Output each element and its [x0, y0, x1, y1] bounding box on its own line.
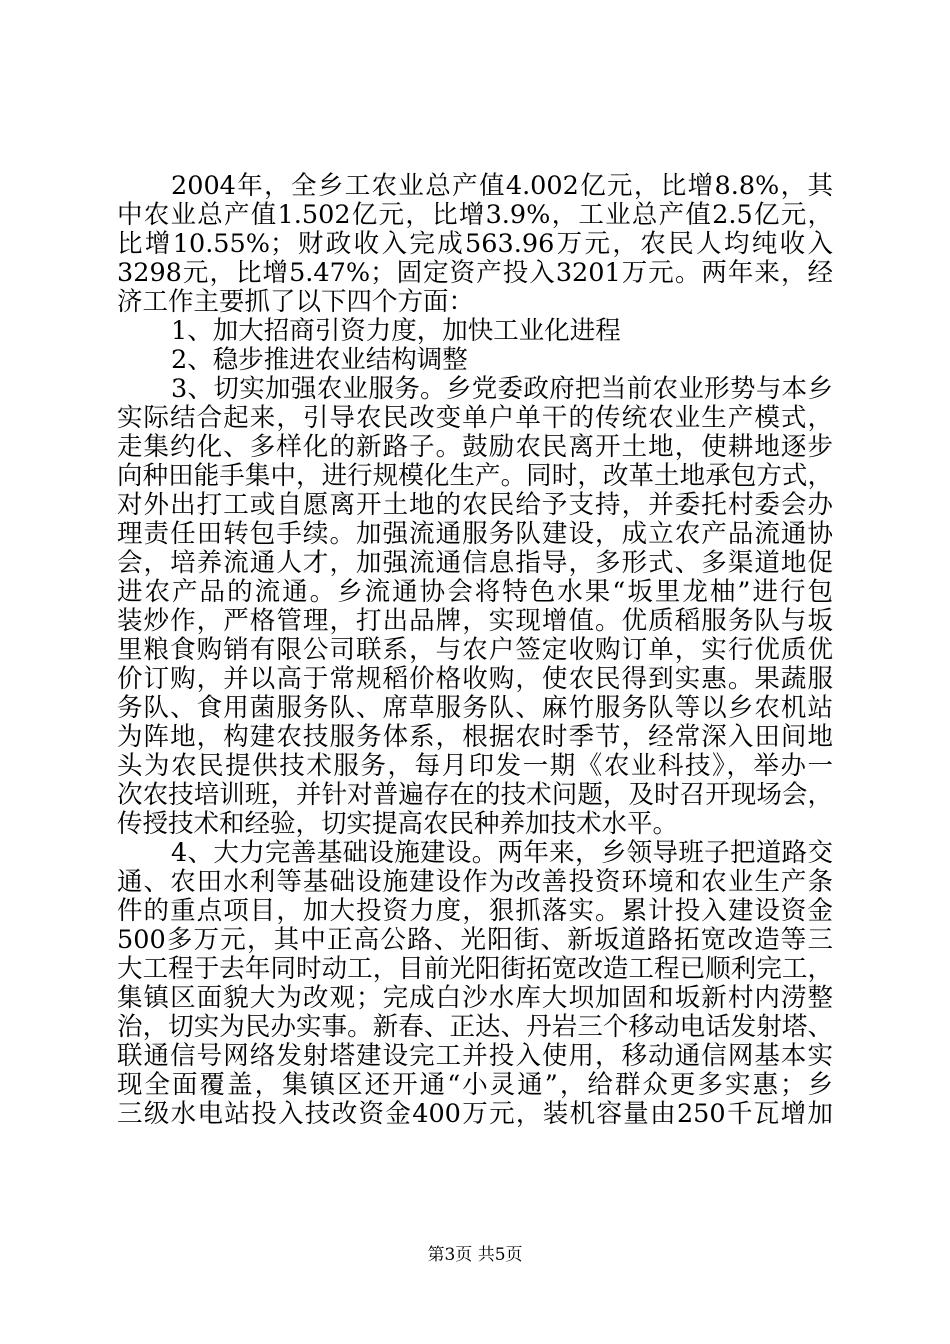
text-line: 向种田能手集中，进行规模化生产。同时，改革土地承包方式， [117, 462, 833, 491]
text-line: 实际结合起来，引导农民改变单户单干的传统农业生产模式， [117, 404, 833, 433]
text-line: 济工作主要抓了以下四个方面： [117, 288, 475, 317]
page-number-footer: 第3页 共5页 [427, 1245, 523, 1265]
text-line: 价订购，并以高于常规稻价格收购，使农民得到实惠。果蔬服 [117, 665, 833, 694]
text-line: 治，切实为民办实事。新春、正达、丹岩三个移动电话发射塔、 [117, 1013, 833, 1042]
text-line: 头为农民提供技术服务，每月印发一期《农业科技》，举办一 [117, 752, 833, 781]
text-line: 集镇区面貌大为改观；完成白沙水库大坝加固和坂新村内涝整 [117, 984, 833, 1013]
text-line: 次农技培训班，并针对普遍存在的技术问题，及时召开现场会， [117, 781, 833, 810]
text-line: 走集约化、多样化的新路子。鼓励农民离开土地，使耕地逐步 [117, 433, 833, 462]
text-line: 2、稳步推进农业结构调整 [171, 346, 468, 375]
text-line: 500多万元，其中正高公路、光阳街、新坂道路拓宽改造等三 [117, 926, 833, 955]
text-line: 三级水电站投入技改资金400万元，装机容量由250千瓦增加 [117, 1100, 833, 1129]
text-line: 3298元，比增5.47%；固定资产投入3201万元。两年来，经 [117, 259, 833, 288]
text-line: 中农业总产值1.502亿元，比增3.9%，工业总产值2.5亿元， [117, 201, 833, 230]
text-line: 现全面覆盖，集镇区还开通“小灵通”，给群众更多实惠；乡 [117, 1071, 833, 1100]
text-line: 通、农田水利等基础设施建设作为改善投资环境和农业生产条 [117, 868, 833, 897]
text-line: 比增10.55%；财政收入完成563.96万元，农民人均纯收入 [117, 230, 833, 259]
text-line: 为阵地，构建农技服务体系，根据农时季节，经常深入田间地 [117, 723, 833, 752]
text-line: 2004年，全乡工农业总产值4.002亿元，比增8.8%，其 [171, 172, 833, 201]
document-body [117, 172, 833, 1129]
text-line: 对外出打工或自愿离开土地的农民给予支持，并委托村委会办 [117, 491, 833, 520]
text-line: 联通信号网络发射塔建设完工并投入使用，移动通信网基本实 [117, 1042, 833, 1071]
text-line: 务队、食用菌服务队、席草服务队、麻竹服务队等以乡农机站 [117, 694, 833, 723]
text-line: 理责任田转包手续。加强流通服务队建设，成立农产品流通协 [117, 520, 833, 549]
text-line: 传授技术和经验，切实提高农民种养加技术水平。 [117, 810, 679, 839]
text-line: 大工程于去年同时动工，目前光阳街拓宽改造工程已顺利完工， [117, 955, 833, 984]
text-line: 3、切实加强农业服务。乡党委政府把当前农业形势与本乡 [171, 375, 833, 404]
text-line: 会，培养流通人才，加强流通信息指导，多形式、多渠道地促 [117, 549, 833, 578]
text-line: 里粮食购销有限公司联系，与农户签定收购订单，实行优质优 [117, 636, 833, 665]
text-line: 进农产品的流通。乡流通协会将特色水果“坂里龙柚”进行包 [117, 578, 833, 607]
text-line: 4、大力完善基础设施建设。两年来，乡领导班子把道路交 [171, 839, 833, 868]
text-line: 1、加大招商引资力度，加快工业化进程 [171, 317, 621, 346]
text-line: 件的重点项目，加大投资力度，狠抓落实。累计投入建设资金 [117, 897, 833, 926]
text-line: 装炒作，严格管理，打出品牌，实现增值。优质稻服务队与坂 [117, 607, 833, 636]
